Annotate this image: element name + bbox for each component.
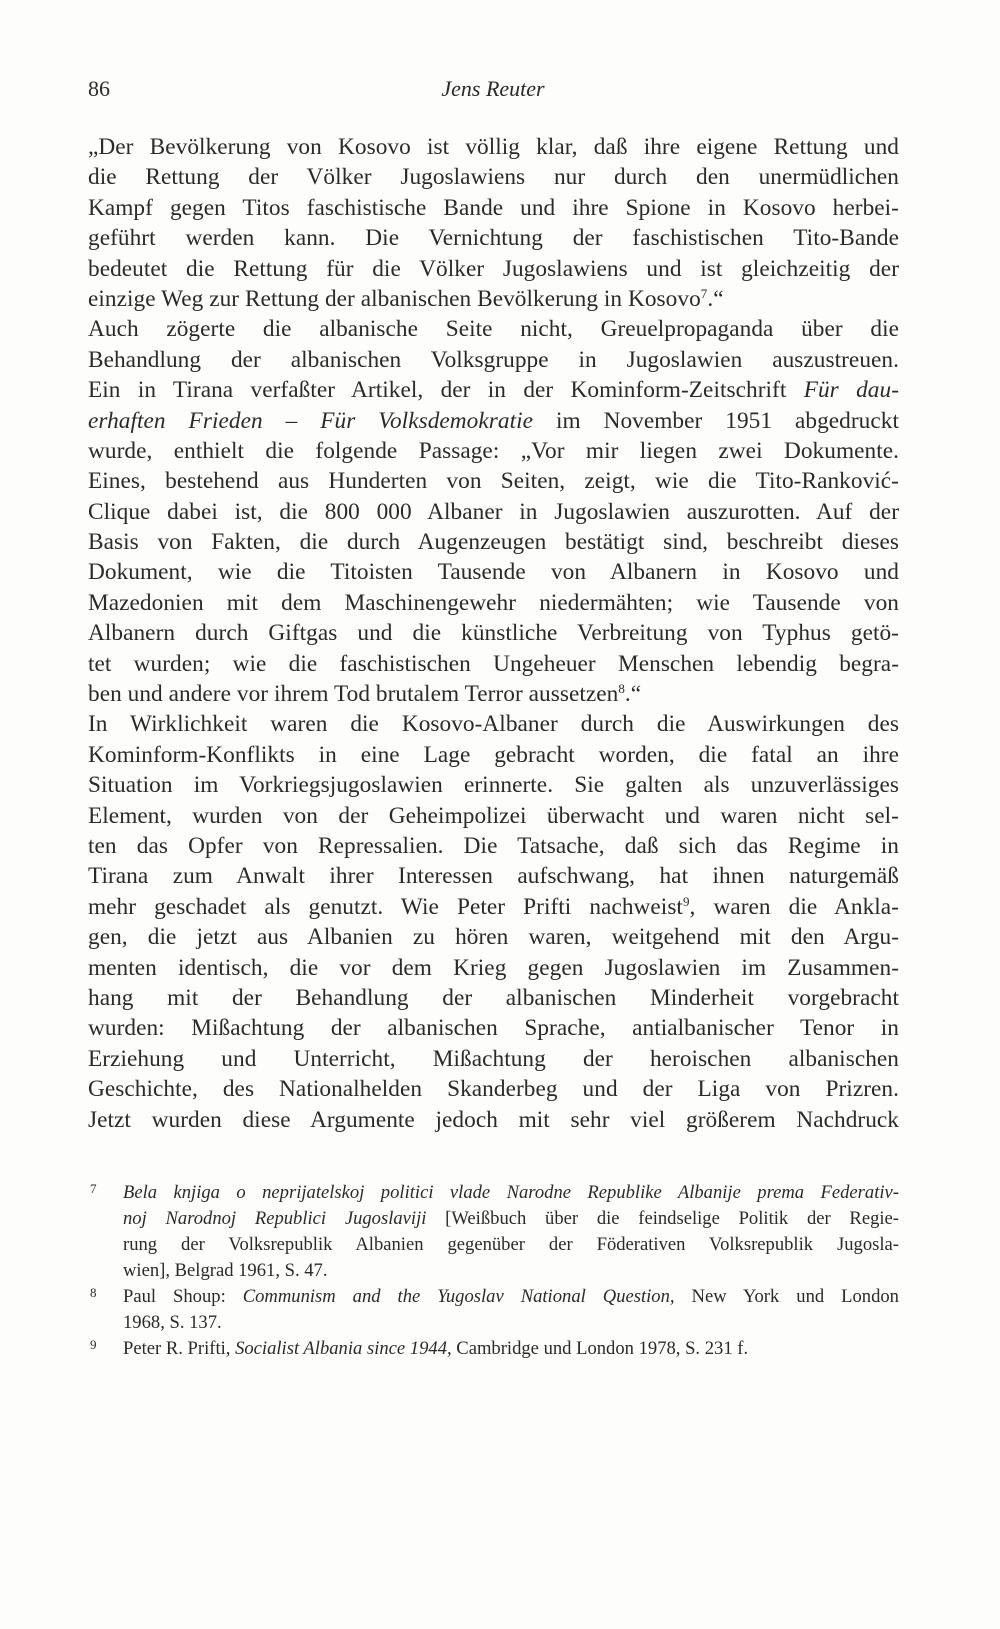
text-line: Clique dabei ist, die 800 000 Albaner in Jugoslawien auszurotten. Auf der <box>88 498 899 525</box>
text-line: ten das Opfer von Repressalien. Die Tatsache, daß sich das Regime in <box>88 832 899 859</box>
footnote-ref: 7 <box>700 285 708 301</box>
text-line: Auch zögerte die albanische Seite nicht, Greuelpropaganda über die <box>88 316 899 343</box>
page-header <box>88 76 898 110</box>
page-number: 86 <box>88 76 110 101</box>
footnote-line: 1968, S. 137. <box>123 1312 222 1333</box>
text-line: Situation im Vorkriegsjugoslawien erinnerte. Sie galten als unzuverlässiges <box>88 772 899 799</box>
text-line: ben und andere vor ihrem Tod brutalem Terror aussetzen$^8$.“ <box>88 681 642 708</box>
footnote-ref: 8 <box>618 681 625 697</box>
text-line: gen, die jetzt aus Albanien zu hören waren, weitgehend mit den Argu- <box>88 924 899 951</box>
text-line: wurde, enthielt die folgende Passage: „Vor mir liegen zwei Dokumente. <box>88 437 899 464</box>
text-line: Mazedonien mit dem Maschinengewehr niedermähten; wie Tausende von <box>88 589 899 616</box>
journal-title: Für dau- <box>803 377 899 404</box>
footnote-ref: 9 <box>682 893 690 909</box>
footnote <box>88 1336 899 1362</box>
text-line: die Rettung der Völker Jugoslawiens nur durch den unermüdlichen <box>88 164 899 191</box>
footnote <box>88 1180 899 1284</box>
text-line: wurden: Mißachtung der albanischen Sprache, antialbanischer Tenor in <box>88 1015 899 1042</box>
text-line: „Der Bevölkerung von Kosovo ist völlig klar, daß ihre eigene Rettung und <box>88 134 899 160</box>
footnote-line: Paul Shoup: Communism and the Yugoslav National Question, New York und London <box>123 1286 899 1307</box>
text-line: In Wirklichkeit waren die Kosovo-Albaner durch die Auswirkungen des <box>88 711 899 738</box>
footnotes <box>88 1180 899 1362</box>
text-line: Basis von Fakten, die durch Augenzeugen bestätigt sind, beschreibt dieses <box>88 529 899 556</box>
journal-title: erhaften Frieden – Für Volksdemokratie <box>88 407 534 434</box>
text-line: Albanern durch Giftgas und die künstliche Verbreitung von Typhus getö- <box>88 620 899 647</box>
paragraph <box>88 314 899 709</box>
footnote-line: noj Narodnoj Republici Jugoslaviji [Weißbuch über die feindselige Politik der Regie- <box>123 1208 899 1229</box>
text-line: Tirana zum Anwalt ihrer Interessen aufschwang, hat ihnen naturgemäß <box>88 863 899 890</box>
text-line: Eines, bestehend aus Hunderten von Seiten, zeigt, wie die Tito-Ranković- <box>88 468 899 495</box>
text-line: bedeutet die Rettung für die Völker Jugoslawiens und ist gleichzeitig der <box>88 255 899 282</box>
text-line: Kampf gegen Titos faschistische Bande und ihre Spione in Kosovo herbei- <box>88 194 899 221</box>
footnote-line: Peter R. Prifti, Socialist Albania since 1944, Cambridge und London 1978, S. 231 f. <box>123 1338 749 1359</box>
text-line: geführt werden kann. Die Vernichtung der faschistischen Tito-Bande <box>88 225 899 252</box>
text-line: Behandlung der albanischen Volksgruppe in Jugoslawien auszustreuen. <box>88 346 899 373</box>
text-line: tet wurden; wie die faschistischen Ungeheuer Menschen lebendig begra- <box>88 650 899 677</box>
footnote-number: 7 <box>90 1181 97 1196</box>
footnote-number: 9 <box>90 1337 97 1352</box>
footnote-number: 8 <box>90 1285 97 1300</box>
text-line: hang mit der Behandlung der albanischen Minderheit vorgebracht <box>88 984 899 1011</box>
text-line: einzige Weg zur Rettung der albanischen Bevölkerung in Kosovo$^7$.“ <box>88 285 724 312</box>
footnote <box>88 1284 899 1336</box>
text-line: Ein in Tirana verfaßter Artikel, der in der Kominform-Zeitschrift Für dau- <box>88 377 899 404</box>
footnote-line: Bela knjiga o neprijatelskoj politici vlade Narodne Republike Albanije prema Federativ- <box>123 1182 899 1203</box>
text-line: Kominform-Konflikts in eine Lage gebracht worden, die fatal an ihre <box>88 741 899 768</box>
paragraph <box>88 709 899 1134</box>
paragraph <box>88 132 899 314</box>
footnote-line: wien], Belgrad 1961, S. 47. <box>123 1260 328 1281</box>
text-line: menten identisch, die vor dem Krieg gegen Jugoslawien im Zusammen- <box>88 954 899 981</box>
text-line: mehr geschadet als genutzt. Wie Peter Prifti nachweist$^9$, waren die Ankla- <box>88 893 899 920</box>
running-head: Jens Reuter <box>441 76 545 101</box>
text-line: erhaften Frieden – Für Volksdemokratie im November 1951 abgedruckt <box>88 407 899 434</box>
text-line: Element, wurden von der Geheimpolizei überwacht und waren nicht sel- <box>88 802 899 829</box>
text-line: Geschichte, des Nationalhelden Skanderbeg und der Liga von Prizren. <box>88 1076 899 1103</box>
text-line: Jetzt wurden diese Argumente jedoch mit sehr viel größerem Nachdruck <box>88 1106 899 1133</box>
text-line: Erziehung und Unterricht, Mißachtung der heroischen albanischen <box>88 1045 899 1072</box>
body-text <box>88 132 899 1135</box>
text-line: Dokument, wie die Titoisten Tausende von Albanern in Kosovo und <box>88 559 899 586</box>
footnote-line: rung der Volksrepublik Albanien gegenüber der Föderativen Volksrepublik Jugosla- <box>123 1234 899 1255</box>
